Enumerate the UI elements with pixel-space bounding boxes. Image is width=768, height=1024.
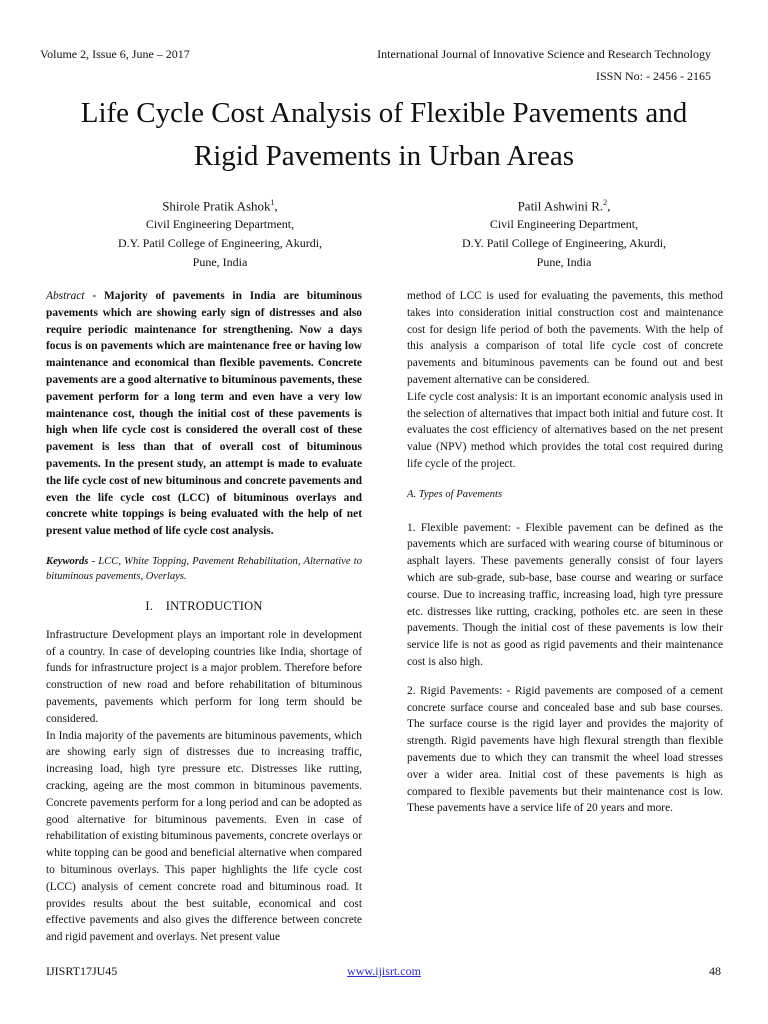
journal-volume: Volume 2, Issue 6, June – 2017 <box>40 47 190 61</box>
author-location: Pune, India <box>536 255 592 270</box>
lcc-analysis-paragraph: Life cycle cost analysis: It is an important economic analysis used in the selection of alternatives that impact both initial and future cost. It evaluates the cost efficiency of alternatives based on the net present value (NPV) method which provides the total cost required during life cycle of the project. <box>407 390 723 470</box>
intro-paragraph-2: In India majority of the pavements are bituminous pavements, which are showing early sign of distresses due to increasing traffic, increasing load, high tyre pressure etc. Distresses like rutting, cracking, ageing are the most common in bituminous pavements. Concrete pavements perform for a long period and can be adopted as good alternative for bituminous pavements. Even in case of rehabilitation of existing bituminous pavements, concrete overlays or white topping can be good and beneficial alternative when compared to bituminous overlays. This paper highlights the life cycle cost (LCC) analysis of cement concrete road and bituminous road. It provides results about the best suitable, economical and cost effective pavements and also gives the difference between concrete and rigid pavement and overlays. Net present value <box>46 729 362 944</box>
author-dept: Civil Engineering Department, <box>489 217 639 232</box>
paper-title <box>40 92 728 178</box>
author-name: Shirole Pratik Ashok$^1$, <box>162 198 278 214</box>
abstract <box>46 288 362 540</box>
rigid-pavement-paragraph: 2. Rigid Pavements: - Rigid pavements are composed of a cement concrete surface course and concealed base and sub base courses. The surface course is the rigid layer and provides the majority of strength. Rigid pavements have high flexural strength than flexible pavements due to which they can transmit the wheel load stresses over a wider area. Initial cost of these pavements is high as compared to flexible pavements but their maintenance cost is low. These pavements have a service life of 20 years and more. <box>407 684 723 815</box>
intro-paragraph-1: Infrastructure Development plays an important role in development of a country. In case of developing countries like India, shortage of funds for infrastructure project is a major problem. Therefore before construction of new road and before rehabilitation of bituminous pavements, pavements which perform for long term should be considered. <box>46 628 362 725</box>
types-of-pavements-heading: A. Types of Pavements <box>407 488 503 500</box>
author-college: D.Y. Patil College of Engineering, Akurdi, <box>117 236 323 251</box>
lcc-method-paragraph: method of LCC is used for evaluating the pavements, this method takes into consideration initial construction cost and maintenance cost for design life period of both the pavements. With the help of this analysis a comparison of total life cycle cost of concrete pavements and bituminous pavements can be found out and best pavement alternative can be considered. <box>407 290 723 386</box>
page-number: 48 <box>709 964 721 978</box>
keywords <box>46 554 362 584</box>
author-2 <box>394 193 734 272</box>
keywords-label: Keywords <box>46 555 89 567</box>
introduction-heading: I. INTRODUCTION <box>145 598 263 613</box>
author-1 <box>50 193 390 272</box>
author-dept: Civil Engineering Department, <box>145 217 295 232</box>
abstract-text: - Majority of pavements in India are bituminous pavements which are showing early sign of distresses and also require periodic maintenance for strengthening. Now a days focus is on pavements which are maintenance free or having low maintenance and economical than flexible pavements. Concrete pavements are a good alternative to bituminous pavements, these pavement perform for a long term and even have a very low maintenance cost, though the initial cost of these pavements is high when life cycle cost is considered the overall cost of these pavement is less than that of overall cost of bituminous pavements. In the present study, an attempt is made to evaluate the life cycle cost of new bituminous and concrete pavements and even the life cycle cost (LCC) of bituminous overlays and concrete white toppings is being evaluated with the help of net present value method of life cycle cost analysis. <box>46 290 362 538</box>
footer-center <box>0 964 768 979</box>
journal-website-link[interactable]: www.ijisrt.com <box>347 964 421 978</box>
author-location: Pune, India <box>192 255 248 270</box>
title-line-1: Life Cycle Cost Analysis of Flexible Pavements and <box>80 97 688 129</box>
article-code: IJISRT17JU45 <box>46 964 118 978</box>
keywords-text: - LCC, White Topping, Pavement Rehabilitation, Alternative to bituminous pavements, Overlays. <box>46 555 362 582</box>
left-column <box>46 288 362 946</box>
abstract-label: Abstract <box>46 290 85 302</box>
journal-name: International Journal of Innovative Science and Research Technology <box>377 47 711 61</box>
author-college: D.Y. Patil College of Engineering, Akurdi, <box>461 236 667 251</box>
title-line-2: Rigid Pavements in Urban Areas <box>193 140 575 172</box>
right-column <box>407 288 723 817</box>
issn: ISSN No: - 2456 - 2165 <box>595 69 711 83</box>
flexible-pavement-paragraph: 1. Flexible pavement: - Flexible pavement can be defined as the pavements which are surfaced with wearing course of bituminous or asphalt layers. These pavements generally consist of four layers which are sub-grade, sub-base, base course and wearing or surface course. Due to increasing traffic, increasing load, high tyre pressure etc. distresses like rutting, cracking, potholes etc. are seen in these pavements. Though the initial cost of these pavements is low their service life is not as good as rigid pavements and their maintenance cost is also high. <box>407 521 723 668</box>
author-name: Patil Ashwini R.$^2$, <box>517 198 611 214</box>
